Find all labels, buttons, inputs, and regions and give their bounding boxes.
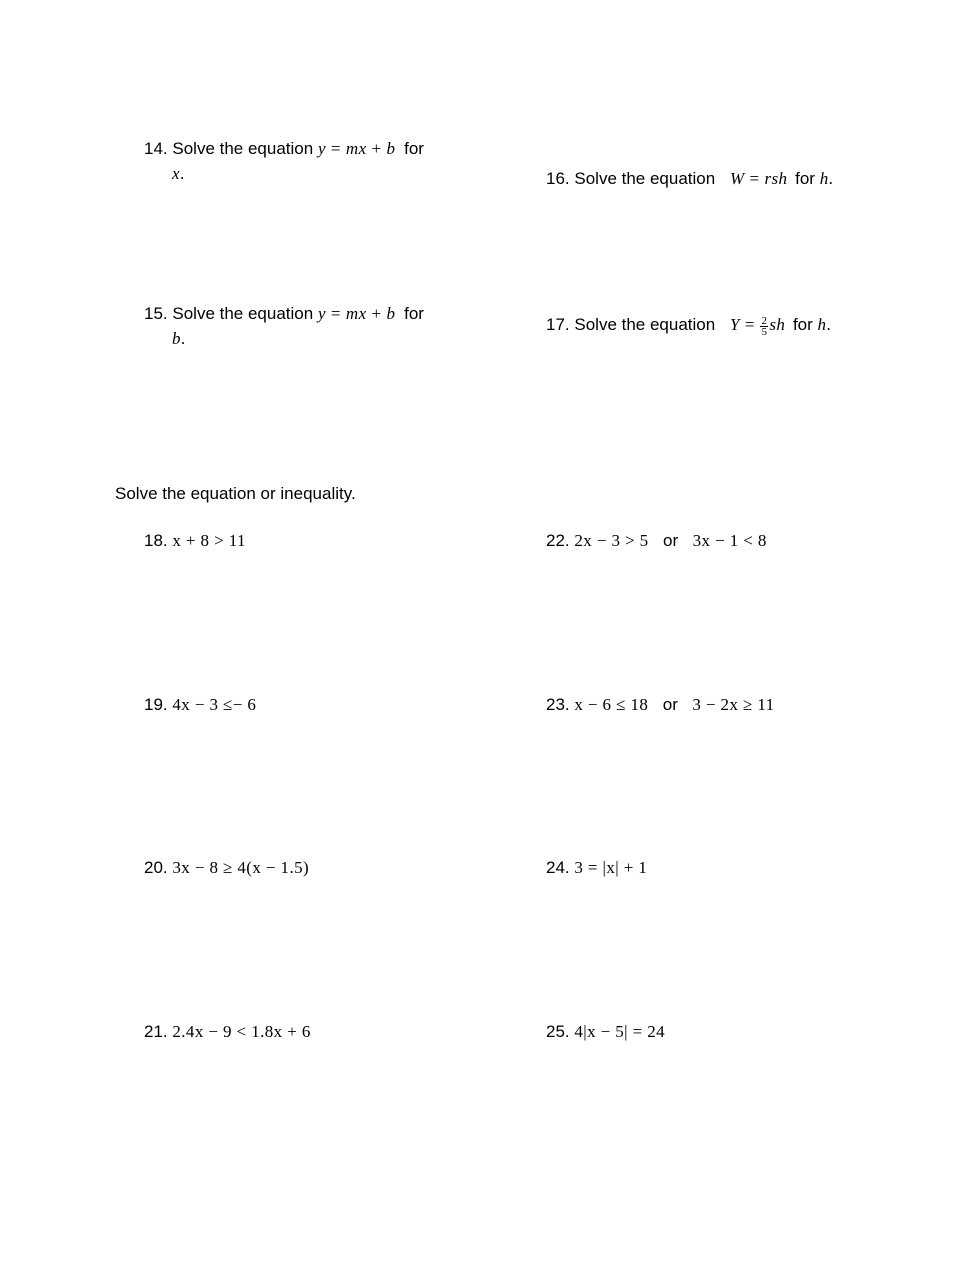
problem-20 <box>144 858 309 878</box>
problem-prompt: Solve the equation <box>172 304 314 323</box>
problem-14-variable: x. <box>172 164 185 183</box>
equation: y = mx + b <box>317 304 396 323</box>
problem-number: 21. <box>144 1022 168 1041</box>
for-word: for <box>795 169 815 188</box>
problem-number: 20. <box>144 858 168 877</box>
problem-14 <box>144 139 424 159</box>
for-word: for <box>404 304 424 323</box>
problem-number: 24. <box>546 858 570 877</box>
inequality-a: 2x − 3 > 5 <box>574 531 649 550</box>
problem-19 <box>144 695 256 715</box>
problem-number: 16. <box>546 169 570 188</box>
problem-number: 17. <box>546 315 570 334</box>
for-word: for <box>792 315 813 334</box>
problem-21 <box>144 1022 311 1042</box>
problem-18 <box>144 531 246 551</box>
variable: h. <box>817 315 832 334</box>
problem-number: 23. <box>546 695 570 714</box>
equation: W = rsh <box>729 169 788 188</box>
connector: or <box>663 531 679 550</box>
problem-number: 25. <box>546 1022 570 1041</box>
problem-22 <box>546 531 767 551</box>
equation: 4|x − 5| = 24 <box>574 1022 666 1041</box>
problem-number: 14. <box>144 139 168 158</box>
problem-17 <box>546 315 831 337</box>
problem-15-variable: b. <box>172 329 186 348</box>
equation: Y = $\frac{2}{5}$ sh <box>729 314 786 338</box>
section-heading: Solve the equation or inequality. <box>115 484 356 503</box>
problem-23 <box>546 695 775 715</box>
problem-number: 18. <box>144 531 168 550</box>
inequality: 3x − 8 ≥ 4(x − 1.5) <box>172 858 310 877</box>
problem-prompt: Solve the equation <box>574 315 716 334</box>
inequality-b: 3x − 1 < 8 <box>692 531 767 550</box>
for-word: for <box>404 139 424 158</box>
problem-16 <box>546 169 833 189</box>
problem-prompt: Solve the equation <box>172 139 314 158</box>
inequality: x + 8 > 11 <box>172 531 246 550</box>
fraction: $\frac{2}{5}$ <box>761 314 768 338</box>
problem-24 <box>546 858 647 878</box>
equation: 3 = |x| + 1 <box>574 858 648 877</box>
connector: or <box>662 695 678 714</box>
inequality-a: x − 6 ≤ 18 <box>574 695 649 714</box>
problem-number: 15. <box>144 304 168 323</box>
problem-25 <box>546 1022 665 1042</box>
problem-15 <box>144 304 424 324</box>
inequality-b: 3 − 2x ≥ 11 <box>692 695 775 714</box>
problem-number: 22. <box>546 531 570 550</box>
inequality: 2.4x − 9 < 1.8x + 6 <box>172 1022 311 1041</box>
problem-number: 19. <box>144 695 168 714</box>
problem-prompt: Solve the equation <box>574 169 716 188</box>
inequality: 4x − 3 ≤− 6 <box>172 695 257 714</box>
variable: h. <box>819 169 834 188</box>
equation: y = mx + b <box>317 139 396 158</box>
